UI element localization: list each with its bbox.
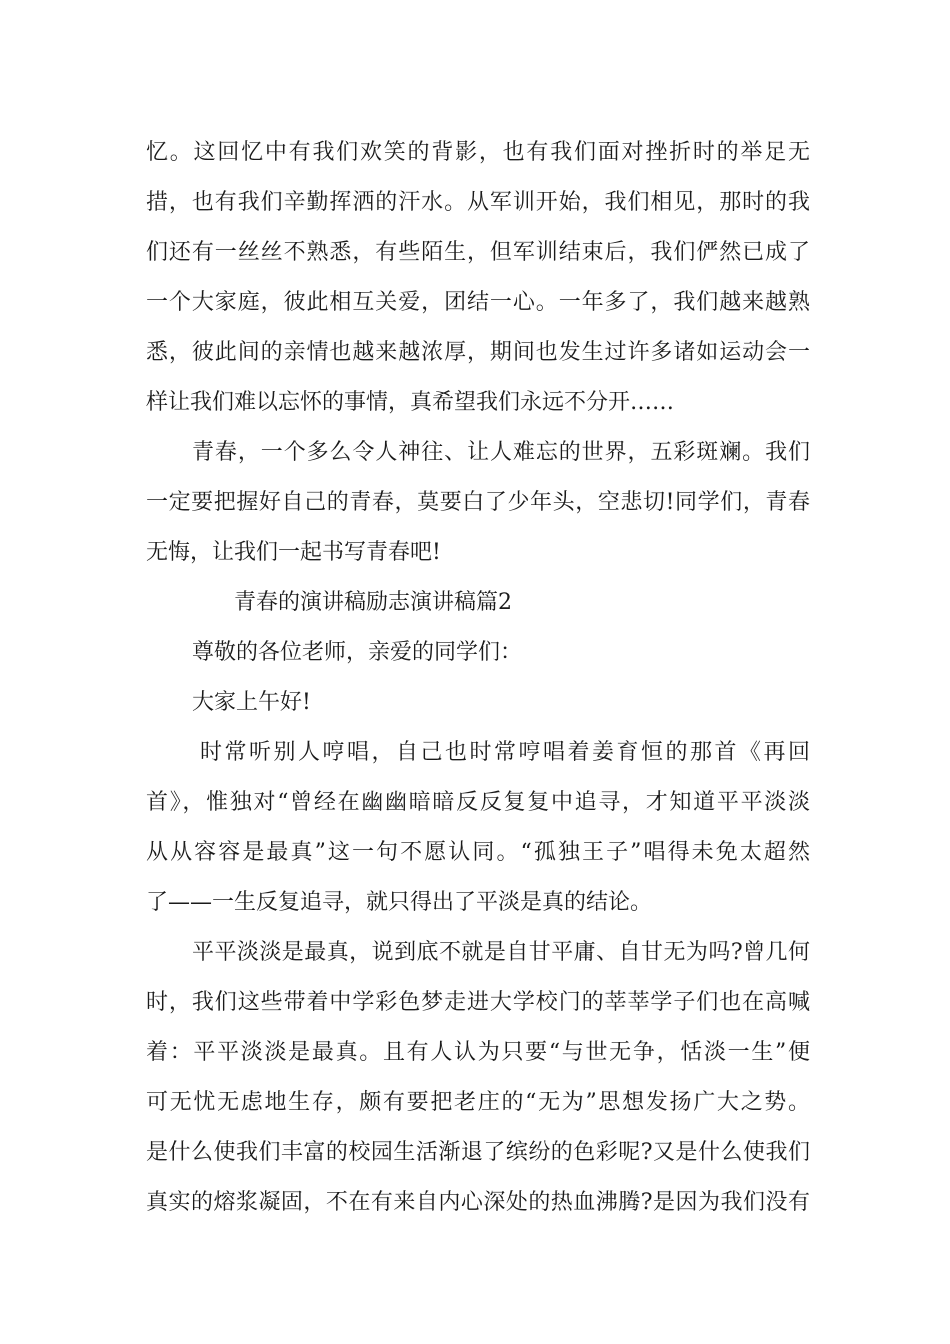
text-line: 真实的熔浆凝固，不在有来自内心深处的热血沸腾?是因为我们没有 xyxy=(146,1190,810,1215)
text-line: 着：平平淡淡是最真。且有人认为只要“与世无争，恬淡一生”便 xyxy=(146,1040,810,1065)
greeting: 大家上午好! xyxy=(192,690,311,715)
text-line: 平平淡淡是最真，说到底不就是自甘平庸、自甘无为吗?曾几何 xyxy=(192,940,810,965)
text-line: 一定要把握好自己的青春，莫要白了少年头，空悲切!同学们，青春 xyxy=(146,490,810,515)
text-line: 从从容容是最真”这一句不愿认同。“孤独王子”唱得未免太超然 xyxy=(146,840,810,865)
salutation: 尊敬的各位老师，亲爱的同学们： xyxy=(192,640,523,665)
text-line: 们还有一丝丝不熟悉，有些陌生，但军训结束后，我们俨然已成了 xyxy=(146,240,810,265)
text-line: 了——一生反复追寻，就只得出了平淡是真的结论。 xyxy=(146,890,653,915)
text-line: 是什么使我们丰富的校园生活渐退了缤纷的色彩呢?又是什么使我们 xyxy=(146,1140,810,1165)
text-line: 样让我们难以忘怀的事情，真希望我们永远不分开…… xyxy=(146,390,675,415)
text-line: 一个大家庭，彼此相互关爱，团结一心。一年多了，我们越来越熟 xyxy=(146,290,810,315)
text-line: 无悔，让我们一起书写青春吧! xyxy=(146,540,441,565)
text-line: 时常听别人哼唱，自己也时常哼唱着姜育恒的那首《再回 xyxy=(200,740,810,765)
section-heading: 青春的演讲稿励志演讲稿篇2 xyxy=(234,590,512,615)
text-line: 悉，彼此间的亲情也越来越浓厚，期间也发生过许多诸如运动会一 xyxy=(146,340,810,365)
text-line: 青春，一个多么令人神往、让人难忘的世界，五彩斑斓。我们 xyxy=(192,440,810,465)
text-line: 时，我们这些带着中学彩色梦走进大学校门的莘莘学子们也在高喊 xyxy=(146,990,810,1015)
text-line: 可无忧无虑地生存，颇有要把老庄的“无为”思想发扬广大之势。 xyxy=(146,1090,810,1115)
text-line: 措，也有我们辛勤挥洒的汗水。从军训开始，我们相见，那时的我 xyxy=(146,190,810,215)
text-line: 忆。这回忆中有我们欢笑的背影，也有我们面对挫折时的举足无 xyxy=(146,140,810,165)
text-line: 首》，惟独对“曾经在幽幽暗暗反反复复中追寻，才知道平平淡淡 xyxy=(146,790,810,815)
